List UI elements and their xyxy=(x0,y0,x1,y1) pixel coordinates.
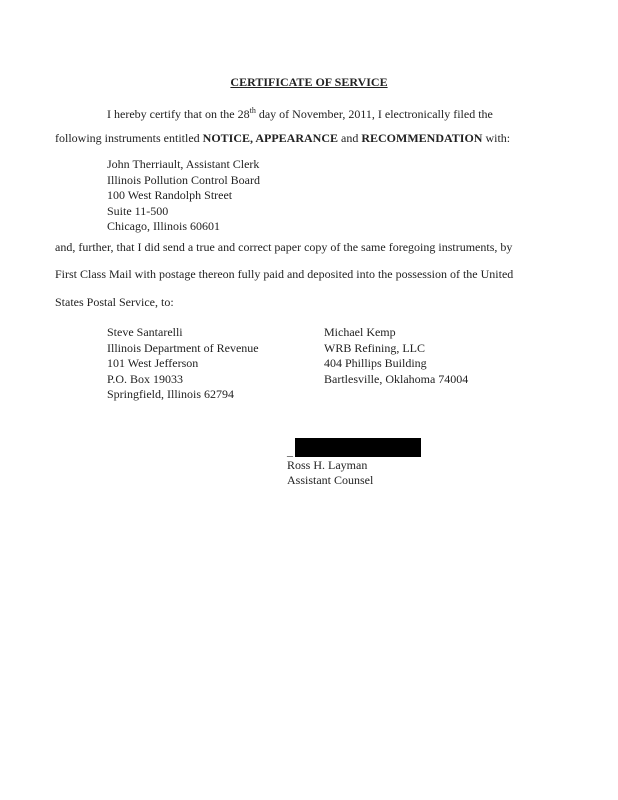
recipient-left-line: Illinois Department of Revenue xyxy=(107,340,259,355)
clerk-address-line: John Therriault, Assistant Clerk xyxy=(107,157,260,171)
certification-text-a: I hereby certify that on the 28 xyxy=(107,107,250,121)
service-paragraph-line-3: States Postal Service, to: xyxy=(55,295,174,309)
clerk-address-line: Illinois Pollution Control Board xyxy=(107,172,261,187)
signatory-name: Ross H. Layman xyxy=(287,458,368,472)
clerk-address-block xyxy=(107,157,260,235)
certification-text-b: day of November, 2011, I electronically filed the xyxy=(255,107,493,121)
date-ordinal-suffix: th xyxy=(249,106,256,115)
instruments-text-a: following instruments entitled xyxy=(55,131,203,145)
recipient-left-line: Steve Santarelli xyxy=(107,325,183,339)
recipient-left-line: 101 West Jefferson xyxy=(107,356,199,370)
instruments-text-b: with: xyxy=(482,131,511,145)
recipient-right-line: Bartlesville, Oklahoma 74004 xyxy=(324,371,469,386)
recipient-right-line: Michael Kemp xyxy=(324,325,396,339)
instrument-names-2: RECOMMENDATION xyxy=(361,131,483,145)
instrument-names-1: NOTICE, APPEARANCE xyxy=(202,131,339,145)
redacted-signature xyxy=(295,438,421,457)
service-paragraph-line-2: First Class Mail with postage thereon fully paid and deposited into the possession of the United xyxy=(55,267,514,281)
instruments-text-and: and xyxy=(338,131,362,145)
clerk-address-line: 100 West Randolph Street xyxy=(107,188,233,202)
signature-line: _ xyxy=(287,444,293,458)
service-paragraph-line-1: and, further, that I did send a true and correct paper copy of the same foregoing instruments, by xyxy=(55,240,513,254)
clerk-address-line: Chicago, Illinois 60601 xyxy=(107,219,220,233)
recipient-right-line: WRB Refining, LLC xyxy=(324,340,425,355)
certification-line-2 xyxy=(55,131,510,145)
signatory-role: Assistant Counsel xyxy=(287,473,374,487)
recipient-address-right xyxy=(324,325,468,387)
clerk-address-line: Suite 11-500 xyxy=(107,203,169,218)
recipient-address-left xyxy=(107,325,259,403)
document-title: CERTIFICATE OF SERVICE xyxy=(230,75,388,89)
certification-line-1 xyxy=(107,104,493,121)
recipient-left-line: P.O. Box 19033 xyxy=(107,371,184,386)
recipient-right-line: 404 Phillips Building xyxy=(324,356,427,370)
recipient-left-line: Springfield, Illinois 62794 xyxy=(107,387,234,401)
